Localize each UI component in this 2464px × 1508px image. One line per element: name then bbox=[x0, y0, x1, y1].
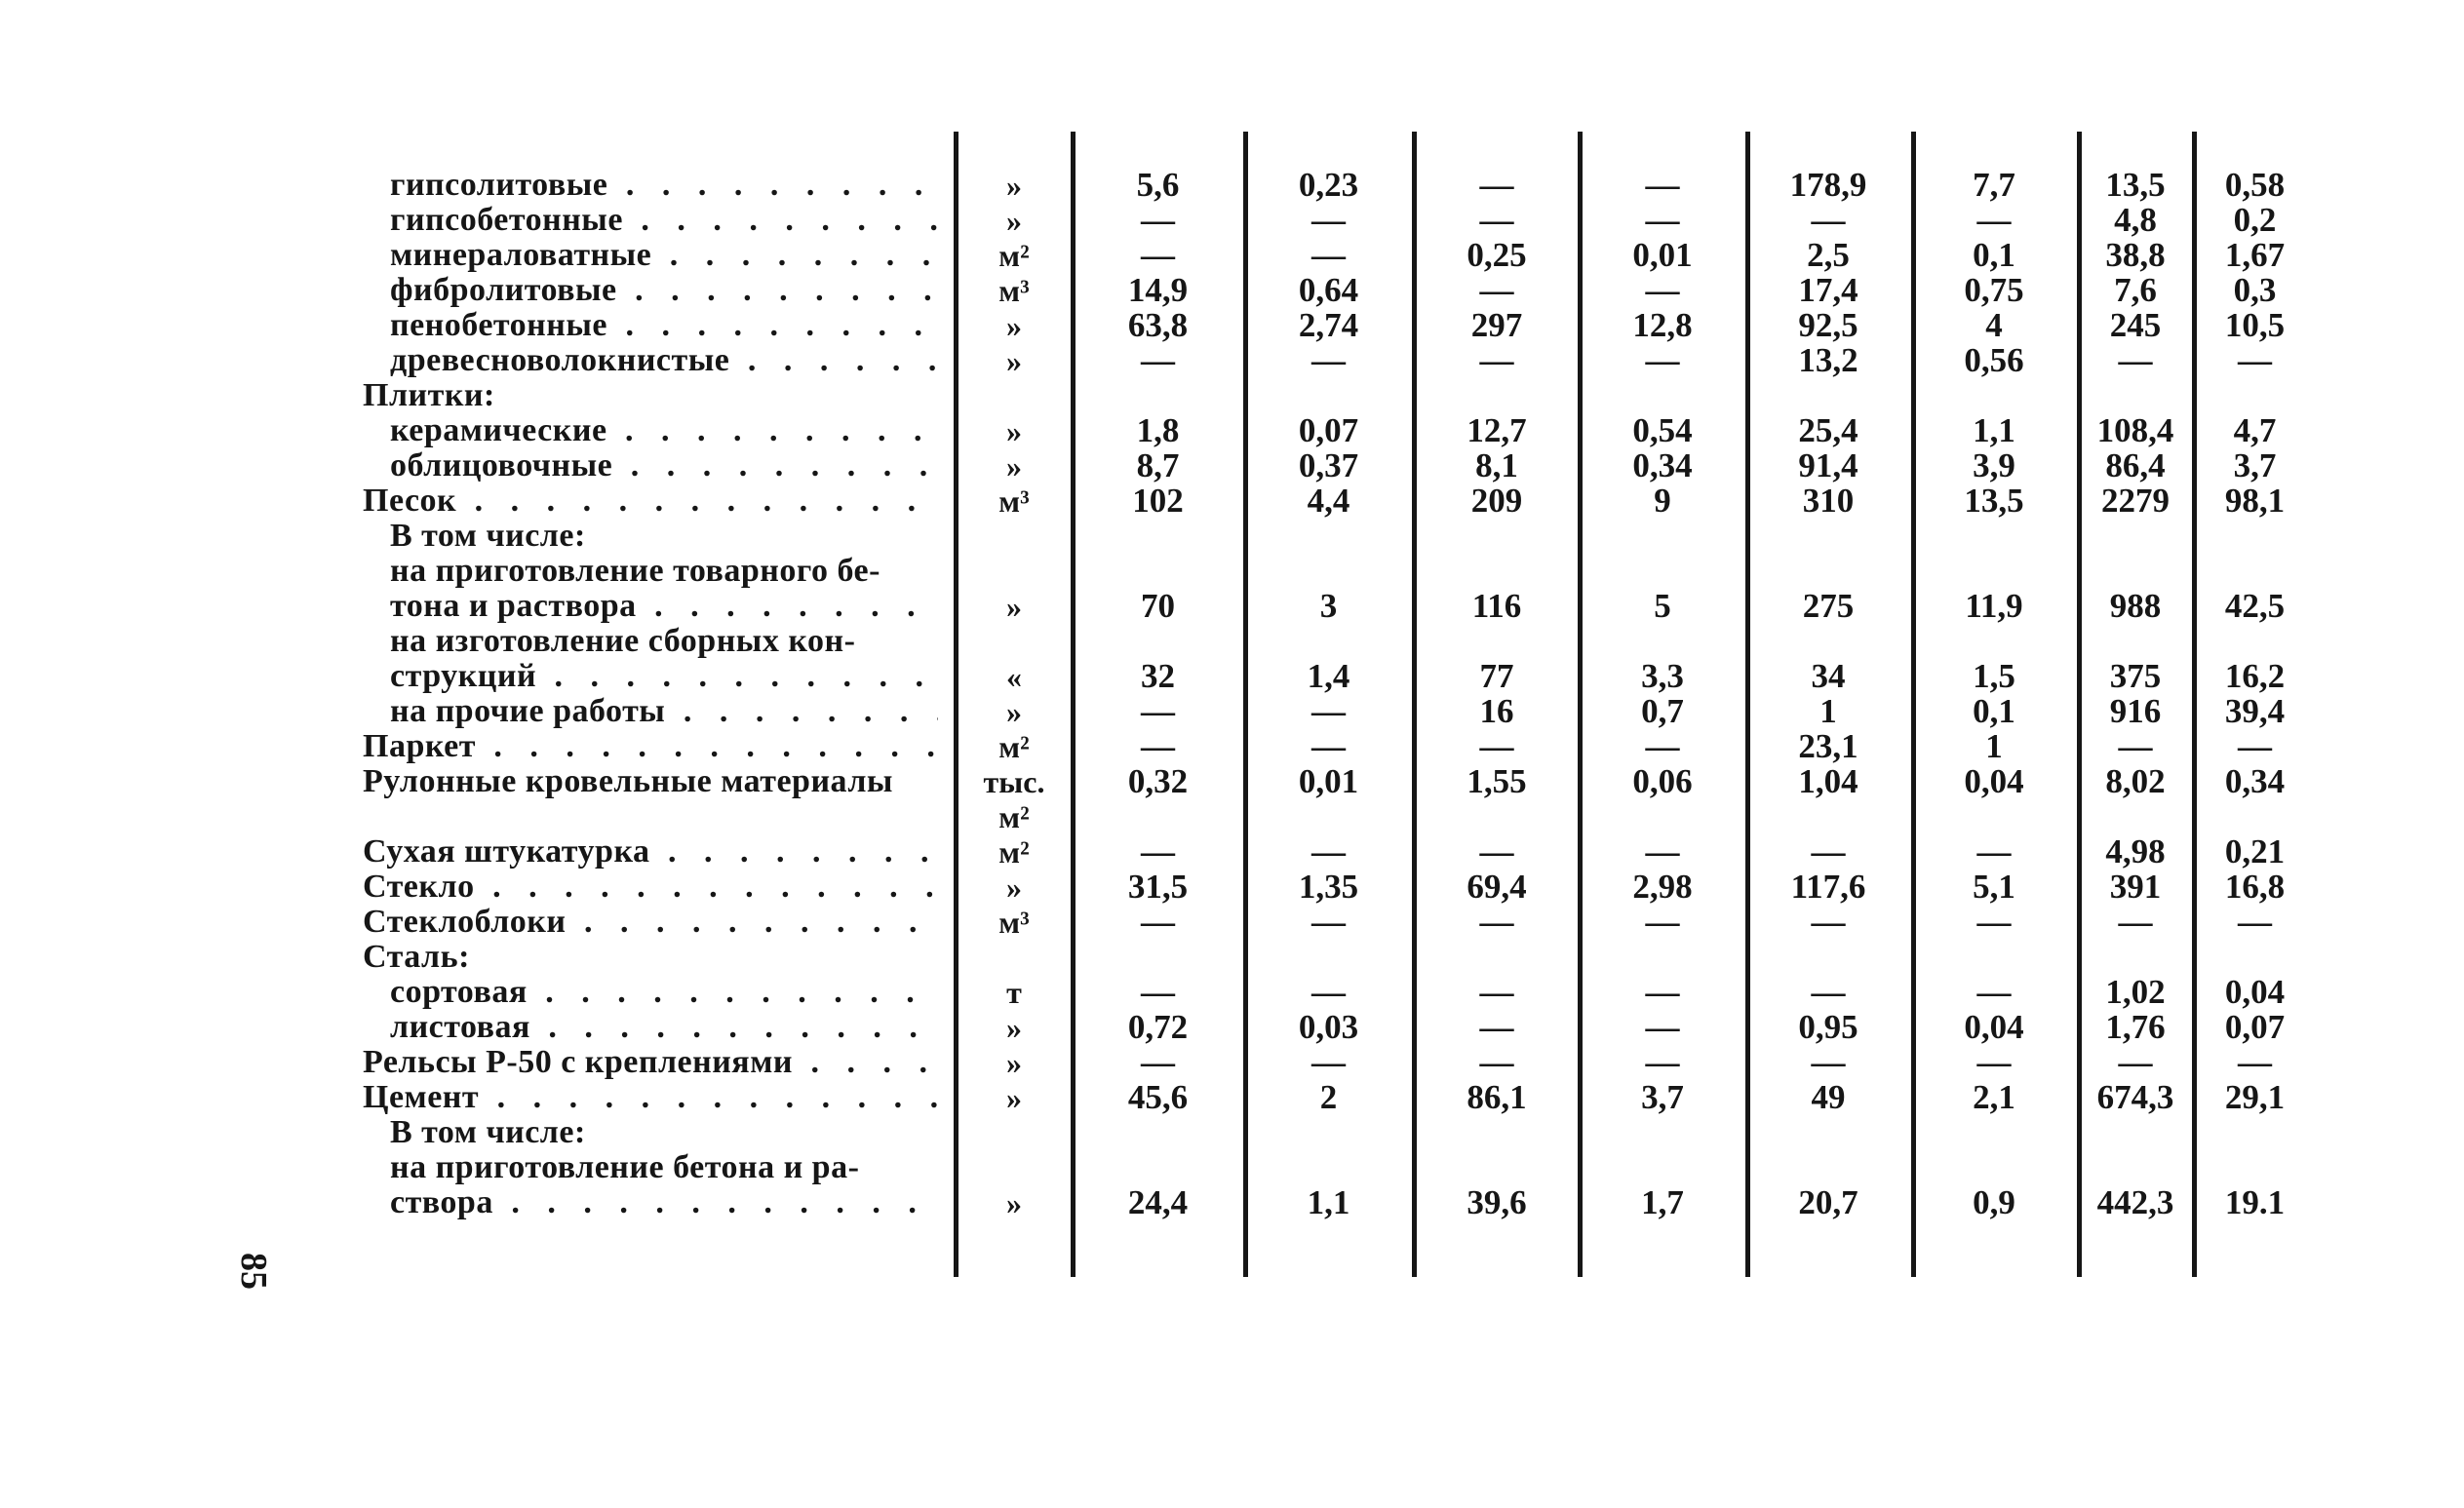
table-cell: 0,07 bbox=[2224, 1008, 2286, 1046]
table-cell: 297 bbox=[1470, 306, 1523, 344]
row-label: Песок . . . bbox=[363, 483, 938, 519]
table-cell: 1,1 bbox=[1307, 1183, 1350, 1221]
table-cell: 14,9 bbox=[1127, 271, 1189, 309]
table-cell: 0,01 bbox=[1298, 762, 1359, 800]
table-row bbox=[0, 940, 2464, 975]
table-cell: — bbox=[1311, 832, 1346, 870]
table-cell: 34 bbox=[1811, 657, 1846, 695]
table-cell: — bbox=[1141, 727, 1175, 765]
table-cell: — bbox=[1976, 201, 2012, 239]
table-cell: — bbox=[2118, 903, 2153, 941]
table-cell: — bbox=[1479, 271, 1514, 309]
table-cell: 25,4 bbox=[1798, 411, 1858, 449]
table-cell: — bbox=[1141, 903, 1175, 941]
table-cell: 0,04 bbox=[2224, 973, 2286, 1011]
table-cell: 19.1 bbox=[2224, 1183, 2286, 1221]
table-cell: 11,9 bbox=[1965, 587, 2023, 625]
table-cell: 12,7 bbox=[1467, 411, 1527, 449]
table-row bbox=[0, 448, 2464, 483]
table-cell: — bbox=[1311, 341, 1346, 379]
table-cell: 3,3 bbox=[1641, 657, 1684, 695]
table-cell: — bbox=[2238, 727, 2272, 765]
table-cell: — bbox=[1141, 341, 1175, 379]
table-row bbox=[0, 1080, 2464, 1115]
row-label: струкций . . . bbox=[390, 659, 938, 694]
table-cell: 0,64 bbox=[1298, 271, 1359, 309]
row-label: сортовая . . . bbox=[390, 975, 938, 1010]
table-cell: — bbox=[1645, 201, 1680, 239]
table-cell: 988 bbox=[2109, 587, 2162, 625]
table-cell: 29,1 bbox=[2224, 1078, 2286, 1116]
table-cell: — bbox=[2118, 341, 2153, 379]
table-cell: 31,5 bbox=[1127, 868, 1189, 906]
table-cell: 12,8 bbox=[1632, 306, 1693, 344]
row-label: Плитки: bbox=[363, 377, 495, 413]
table-cell: — bbox=[1645, 166, 1680, 204]
table-cell: 3 bbox=[1319, 587, 1338, 625]
table-row bbox=[0, 694, 2464, 729]
row-label: листовая . . . bbox=[390, 1010, 938, 1045]
table-cell: 13,5 bbox=[1964, 482, 2024, 520]
table-cell: 1 bbox=[1819, 692, 1837, 730]
table-cell: 0,37 bbox=[1298, 446, 1359, 484]
table-row bbox=[0, 483, 2464, 519]
table-row bbox=[0, 624, 2464, 659]
table-cell: 3,7 bbox=[1641, 1078, 1684, 1116]
table-row bbox=[0, 870, 2464, 905]
row-label: керамические . . . bbox=[390, 413, 938, 448]
table-cell: 117,6 bbox=[1790, 868, 1866, 906]
row-unit: » bbox=[1006, 168, 1022, 203]
table-cell: — bbox=[1311, 727, 1346, 765]
table-cell: — bbox=[1479, 201, 1514, 239]
table-row bbox=[0, 203, 2464, 238]
row-unit: » bbox=[1006, 448, 1022, 483]
table-cell: 0,3 bbox=[2233, 271, 2277, 309]
table-cell: — bbox=[1811, 973, 1846, 1011]
table-cell: 10,5 bbox=[2224, 306, 2286, 344]
row-unit: » bbox=[1006, 870, 1022, 905]
row-label: фибролитовые . . . bbox=[390, 273, 938, 308]
table-cell: 16,2 bbox=[2224, 657, 2286, 695]
table-cell: 5 bbox=[1654, 587, 1671, 625]
row-label: на приготовление товарного бе- bbox=[390, 553, 880, 589]
table-cell: — bbox=[1645, 973, 1680, 1011]
row-label: на прочие работы . . . bbox=[390, 694, 938, 729]
table-cell: — bbox=[1479, 903, 1514, 941]
row-unit: м² bbox=[998, 729, 1030, 764]
table-cell: 2279 bbox=[2101, 482, 2170, 520]
table-cell: 1,67 bbox=[2224, 236, 2286, 274]
row-unit: м³ bbox=[998, 273, 1030, 308]
table-cell: 1,76 bbox=[2105, 1008, 2166, 1046]
table-cell: 2,98 bbox=[1632, 868, 1693, 906]
row-label: на приготовление бетона и ра- bbox=[390, 1149, 860, 1185]
table-cell: 4 bbox=[1985, 306, 2003, 344]
page-number: 85 bbox=[233, 1253, 274, 1290]
table-cell: 91,4 bbox=[1798, 446, 1858, 484]
table-cell: — bbox=[1141, 201, 1175, 239]
table-row bbox=[0, 273, 2464, 308]
table-cell: 3,7 bbox=[2233, 446, 2277, 484]
row-unit: « bbox=[1006, 659, 1022, 694]
table-cell: 2,1 bbox=[1973, 1078, 2015, 1116]
table-cell: 70 bbox=[1141, 587, 1175, 625]
row-unit: т bbox=[1006, 975, 1022, 1010]
row-label: Сталь: bbox=[363, 939, 470, 975]
table-cell: — bbox=[1141, 692, 1175, 730]
table-cell: 209 bbox=[1470, 482, 1523, 520]
row-unit: м² bbox=[998, 834, 1030, 870]
table-cell: 0,21 bbox=[2224, 832, 2286, 870]
table-cell: 108,4 bbox=[2096, 411, 2174, 449]
table-cell: 5,1 bbox=[1973, 868, 2015, 906]
table-cell: 674,3 bbox=[2096, 1078, 2174, 1116]
table-cell: — bbox=[1141, 236, 1175, 274]
table-cell: 1,7 bbox=[1641, 1183, 1684, 1221]
table-cell: — bbox=[1645, 1043, 1680, 1081]
table-cell: — bbox=[1479, 166, 1514, 204]
table-row bbox=[0, 834, 2464, 870]
table-cell: 39,6 bbox=[1467, 1183, 1527, 1221]
table-cell: 0,54 bbox=[1632, 411, 1693, 449]
table-cell: 0,95 bbox=[1798, 1008, 1858, 1046]
row-unit: » bbox=[1006, 1080, 1022, 1115]
table-cell: 38,8 bbox=[2105, 236, 2166, 274]
table-row bbox=[0, 413, 2464, 448]
table-cell: 39,4 bbox=[2224, 692, 2286, 730]
table-cell: 9 bbox=[1654, 482, 1671, 520]
row-unit: м² bbox=[998, 799, 1030, 834]
table-cell: 42,5 bbox=[2224, 587, 2286, 625]
table-cell: — bbox=[1141, 1043, 1175, 1081]
row-label: пенобетонные . . . bbox=[390, 308, 938, 343]
table-cell: 116 bbox=[1471, 587, 1522, 625]
table-cell: — bbox=[2118, 727, 2153, 765]
table-cell: — bbox=[1141, 973, 1175, 1011]
table-cell: 0,9 bbox=[1973, 1183, 2015, 1221]
table-cell: 2 bbox=[1319, 1078, 1338, 1116]
table-row bbox=[0, 589, 2464, 624]
table-cell: 0,7 bbox=[1641, 692, 1684, 730]
table-cell: 0,75 bbox=[1964, 271, 2024, 309]
table-cell: 8,7 bbox=[1136, 446, 1180, 484]
table-cell: 23,1 bbox=[1798, 727, 1858, 765]
table-cell: 86,1 bbox=[1467, 1078, 1527, 1116]
table-cell: 0,34 bbox=[2224, 762, 2286, 800]
table-cell: 0,23 bbox=[1298, 166, 1359, 204]
table-cell: 86,4 bbox=[2105, 446, 2166, 484]
table-cell: 310 bbox=[1802, 482, 1855, 520]
table-cell: — bbox=[1311, 973, 1346, 1011]
table-cell: 45,6 bbox=[1127, 1078, 1189, 1116]
row-unit: » bbox=[1006, 1045, 1022, 1080]
table-cell: — bbox=[1645, 727, 1680, 765]
table-cell: 92,5 bbox=[1798, 306, 1858, 344]
table-cell: 1,5 bbox=[1973, 657, 2015, 695]
table-cell: 7,6 bbox=[2114, 271, 2157, 309]
table-row bbox=[0, 308, 2464, 343]
table-cell: 1,1 bbox=[1973, 411, 2015, 449]
table-cell: 1,4 bbox=[1307, 657, 1350, 695]
table-cell: — bbox=[1311, 1043, 1346, 1081]
table-cell: — bbox=[1311, 692, 1346, 730]
table-cell: 391 bbox=[2109, 868, 2162, 906]
table-cell: — bbox=[1479, 1043, 1514, 1081]
table-cell: 0,06 bbox=[1632, 762, 1693, 800]
table-cell: 1,02 bbox=[2105, 973, 2166, 1011]
table-cell: 0,72 bbox=[1127, 1008, 1189, 1046]
table-cell: 2,74 bbox=[1298, 306, 1359, 344]
table-cell: 0,58 bbox=[2224, 166, 2286, 204]
row-unit: » bbox=[1006, 203, 1022, 238]
table-cell: — bbox=[2238, 903, 2272, 941]
table-cell: 77 bbox=[1479, 657, 1514, 695]
row-label: минераловатные . . . bbox=[390, 238, 938, 273]
table-cell: — bbox=[1811, 1043, 1846, 1081]
table-cell: 178,9 bbox=[1789, 166, 1867, 204]
table-cell: 1,04 bbox=[1798, 762, 1858, 800]
table-cell: 4,4 bbox=[1307, 482, 1350, 520]
table-cell: 32 bbox=[1141, 657, 1175, 695]
row-label: гипсолитовые . . . bbox=[390, 168, 938, 203]
row-unit: м² bbox=[998, 238, 1030, 273]
table-cell: — bbox=[2238, 341, 2272, 379]
table-row bbox=[0, 1150, 2464, 1185]
row-unit: » bbox=[1006, 1010, 1022, 1045]
row-label: В том числе: bbox=[390, 1114, 586, 1150]
table-cell: 0,1 bbox=[1973, 692, 2015, 730]
table-cell: 1,55 bbox=[1467, 762, 1527, 800]
table-cell: 0,07 bbox=[1298, 411, 1359, 449]
table-cell: 245 bbox=[2109, 306, 2162, 344]
table-cell: 17,4 bbox=[1798, 271, 1858, 309]
table-cell: 63,8 bbox=[1127, 306, 1189, 344]
row-label: тона и раствора . . . bbox=[390, 589, 938, 624]
table-cell: 16 bbox=[1479, 692, 1514, 730]
row-label: на изготовление сборных кон- bbox=[390, 623, 856, 659]
table-cell: 0,01 bbox=[1632, 236, 1693, 274]
row-unit: » bbox=[1006, 589, 1022, 624]
table-cell: 98,1 bbox=[2224, 482, 2286, 520]
table-cell: — bbox=[1645, 903, 1680, 941]
table-row bbox=[0, 975, 2464, 1010]
row-label: Сухая штукатурка . . . bbox=[363, 834, 938, 870]
table-cell: — bbox=[1311, 236, 1346, 274]
table-cell: 0,32 bbox=[1127, 762, 1189, 800]
row-label: Рулонные кровельные материалы bbox=[363, 763, 893, 799]
table-row bbox=[0, 905, 2464, 940]
table-cell: 69,4 bbox=[1467, 868, 1527, 906]
table-cell: 24,4 bbox=[1127, 1183, 1189, 1221]
table-cell: 8,02 bbox=[2105, 762, 2166, 800]
table-row bbox=[0, 659, 2464, 694]
table-row bbox=[0, 729, 2464, 764]
table-cell: 0,1 bbox=[1973, 236, 2015, 274]
table-cell: — bbox=[1976, 903, 2012, 941]
table-cell: — bbox=[1311, 903, 1346, 941]
table-cell: — bbox=[1976, 832, 2012, 870]
table-cell: — bbox=[1645, 341, 1680, 379]
row-unit: м³ bbox=[998, 483, 1030, 519]
table-cell: 1 bbox=[1985, 727, 2003, 765]
table-cell: 1,35 bbox=[1298, 868, 1359, 906]
table-cell: 0,04 bbox=[1964, 762, 2024, 800]
row-label: гипсобетонные . . . bbox=[390, 203, 938, 238]
table-cell: 4,7 bbox=[2233, 411, 2277, 449]
table-cell: 0,34 bbox=[1632, 446, 1693, 484]
table-cell: 0,25 bbox=[1467, 236, 1527, 274]
table-row bbox=[0, 343, 2464, 378]
table-row bbox=[0, 1185, 2464, 1220]
table-cell: 4,98 bbox=[2105, 832, 2166, 870]
row-label: створа . . . bbox=[390, 1185, 938, 1220]
table-cell: 0,03 bbox=[1298, 1008, 1359, 1046]
table-row bbox=[0, 519, 2464, 554]
table-cell: — bbox=[1976, 1043, 2012, 1081]
row-unit: » bbox=[1006, 694, 1022, 729]
row-unit: » bbox=[1006, 308, 1022, 343]
table-cell: 7,7 bbox=[1973, 166, 2015, 204]
table-cell: 8,1 bbox=[1475, 446, 1518, 484]
table-row bbox=[0, 764, 2464, 799]
row-label: Стеклоблоки . . . bbox=[363, 905, 938, 940]
table-cell: 4,8 bbox=[2114, 201, 2157, 239]
row-unit: м³ bbox=[998, 905, 1030, 940]
table-cell: — bbox=[1645, 832, 1680, 870]
row-unit: » bbox=[1006, 1185, 1022, 1220]
table-cell: — bbox=[1811, 201, 1846, 239]
row-label: облицовочные . . . bbox=[390, 448, 938, 483]
table-cell: 20,7 bbox=[1798, 1183, 1858, 1221]
table-cell: 916 bbox=[2109, 692, 2162, 730]
row-label: Паркет . . . bbox=[363, 729, 938, 764]
table-cell: — bbox=[1811, 832, 1846, 870]
table-row bbox=[0, 1045, 2464, 1080]
table-cell: — bbox=[1479, 1008, 1514, 1046]
table-cell: 13,2 bbox=[1798, 341, 1858, 379]
table-row bbox=[0, 378, 2464, 413]
table-cell: — bbox=[1479, 973, 1514, 1011]
table-cell: 0,2 bbox=[2233, 201, 2277, 239]
table-cell: 1,8 bbox=[1136, 411, 1180, 449]
row-label: В том числе: bbox=[390, 518, 586, 554]
table-row bbox=[0, 1115, 2464, 1150]
table-cell: 16,8 bbox=[2224, 868, 2286, 906]
table-row bbox=[0, 799, 2464, 834]
table-cell: 3,9 bbox=[1973, 446, 2015, 484]
table-cell: — bbox=[1311, 201, 1346, 239]
table-cell: 0,56 bbox=[1964, 341, 2024, 379]
table-cell: — bbox=[1479, 727, 1514, 765]
table-cell: 13,5 bbox=[2105, 166, 2166, 204]
row-label: Рельсы Р-50 с креплениями . . . bbox=[363, 1045, 938, 1080]
table-cell: — bbox=[2238, 1043, 2272, 1081]
table-cell: 5,6 bbox=[1136, 166, 1180, 204]
table-cell: 49 bbox=[1811, 1078, 1846, 1116]
table-cell: 2,5 bbox=[1807, 236, 1850, 274]
row-unit: тыс. bbox=[983, 764, 1045, 799]
table-cell: — bbox=[1645, 271, 1680, 309]
table-cell: 102 bbox=[1132, 482, 1184, 520]
table-cell: — bbox=[1645, 1008, 1680, 1046]
row-unit: » bbox=[1006, 343, 1022, 378]
table-row bbox=[0, 168, 2464, 203]
row-label: Стекло . . . bbox=[363, 870, 938, 905]
row-label: Цемент . . . bbox=[363, 1080, 938, 1115]
row-label: древесноволокнистые . . . bbox=[390, 343, 938, 378]
table-cell: — bbox=[2118, 1043, 2153, 1081]
table-cell: 375 bbox=[2109, 657, 2162, 695]
table-cell: — bbox=[1479, 341, 1514, 379]
table-cell: 442,3 bbox=[2096, 1183, 2174, 1221]
table-row bbox=[0, 1010, 2464, 1045]
table-cell: 275 bbox=[1802, 587, 1855, 625]
table-cell: — bbox=[1479, 832, 1514, 870]
table-row bbox=[0, 554, 2464, 589]
table-cell: 0,04 bbox=[1964, 1008, 2024, 1046]
row-unit: » bbox=[1006, 413, 1022, 448]
table-cell: — bbox=[1141, 832, 1175, 870]
table-cell: — bbox=[1976, 973, 2012, 1011]
table-row bbox=[0, 238, 2464, 273]
table-cell: — bbox=[1811, 903, 1846, 941]
